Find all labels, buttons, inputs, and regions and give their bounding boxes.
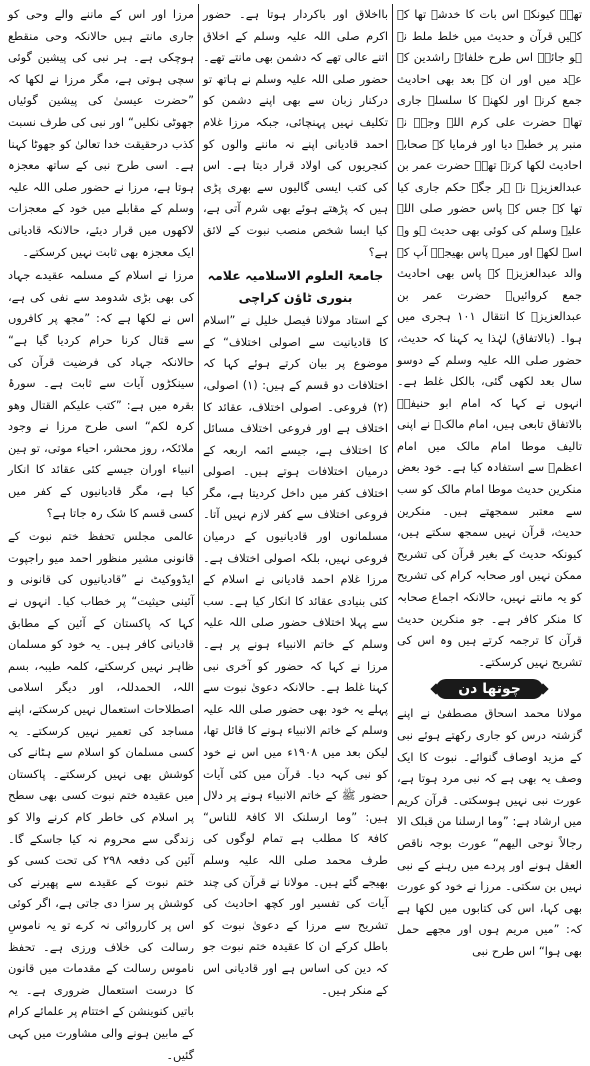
article-paragraph: مولانا محمد اسحاق مصطفیٰ نے اپنے گزشتہ درس کو جاری رکھتے ہوئے نبی کے مزید اوصاف گنوائے۔ نبوت کا ایک وصف یہ بھی ہے کہ نبی مرد ہوتا ہے، عورت نبی نہیں ہوسکتی۔ قرآن کریم میں ارشاد ہے: ”وما ارسلنا من قبلک الا رجالاً نوحی الیھم“ عورت بوجہ ناقص العقل ہونے اور پردے میں رہنے کے نبی نہیں بن سکتی۔ مرزا نے خود کو عورت بھی کہا، اس کی کتابوں میں لکھا ہے کہ: ”میں مریم ہوں اور مجھے حمل بھی ہوا“ اس طرح نبی: [397, 706, 582, 958]
section-heading-day-four: چوتھا دن: [436, 679, 543, 699]
article-paragraph: مرزا اور اس کے ماننے والے وحی کو جاری مانتے ہیں حالانکہ وحی منقطع ہوچکی ہے۔ ہر نبی کی پیشین گوئی سچی ہوتی ہے، مگر مرزا نے لکھا کہ ”حضرت عیسیٰ کی پیشین گوئیاں جھوٹی نکلیں“ اور نبی کی طرف نسبت کذب درحقیقت خدا تعالیٰ کو جھوٹا کہنا ہے۔ اسی طرح نبی کے ساتھ معجزہ ہوتا ہے، مرزا نے حضور صلی اللہ علیہ وسلم کے مقابلے میں خود کے معجزات لاکھوں میں قرار دیئے، حالانکہ قادیانی ایک معجزہ بھی ثابت نہیں کرسکتے۔: [8, 7, 194, 259]
article-paragraph: عالمی مجلس تحفظ ختم نبوت کے قانونی مشیر منظور احمد میو راجپوت ایڈووکیٹ نے ”قادیانیوں کی قانونی و آئینی حیثیت“ پر خطاب کیا۔ انہوں نے کہا کہ پاکستان کے آئین کے مطابق قادیانی کافر ہیں۔ یہ خود کو مسلمان ظاہر نہیں کرسکتے، کلمہ طیبہ، بسم اللہ، الحمدللہ، اور دیگر اسلامی اصطلاحات استعمال نہیں کرسکتے، اپنے مساجد کی تعمیر نہیں کرسکتے۔ یہ کسی مسلمان کو اسلام سے ہٹانے کی کوشش بھی نہیں کرسکتے۔ پاکستان میں عقیدہ ختم نبوت کسی بھی سطح پر اسلام کی خاطر کام کرنے والا کو زندگی سے محروم نہ کیا جاسکے گا۔ آئین کی دفعہ ۲۹۸ کی تحت کسی کو ختم نبوت کے عقیدے سے پھیرنے کی کوشش پر سزا دی جاتی ہے، اگر کوئی اس پر کارروائی نہ کرے تو یہ ناموسِ رسالت کی خلاف ورزی ہے۔ تحفظ ناموس رسالت کے مقدمات میں قانون کا درست استعمال ضروری ہے۔ یہ باتیں کنوینشن کے اختتام پر علمائے کرام کے مابین ہونے والی مشاورت میں کہی گئیں۔: [8, 529, 194, 1062]
article-column-right: [392, 4, 586, 958]
article-paragraph: بااخلاق اور باکردار ہوتا ہے۔ حضور اکرم صلی اللہ علیہ وسلم کے اخلاق اتنے عالی تھے کہ دشمن بھی مانتے تھے۔ حضور صلی اللہ علیہ وسلم نے ہاتھ تو درکنار زبان سے بھی اپنے دشمن کو تکلیف نہیں پہنچائی، جبکہ مرزا غلام احمد قادیانی اپنے نہ ماننے والوں کو کنجریوں کی اولاد قرار دیتا ہے۔ اس کی کتب ایسی گالیوں سے بھری پڑی ہیں کہ پڑھتے ہوئے بھی شرم آتی ہے، کیا ایسا شخص منصب نبوت کے لائق ہے؟: [203, 7, 388, 259]
section-heading-jamia: جامعۃ العلوم الاسلامیہ علامہ بنوری ٹاؤن کراچی: [207, 268, 384, 306]
article-paragraph: تھے۔ کیونکہ اس بات کا خدشہ تھا کہ کہیں قرآن و حدیث میں خلط ملط نہ ہو جائے۔ اس طرح خلفائے راشدین کے عہد میں اور ان کے بعد بھی احادیث جمع کرنے اور لکھنے کا سلسلہ جاری تھا۔ حضرت علی کرم اللہ وجہہ نے منبر پر خطبہ دیا اور فرمایا کہ صحابہ احادیث لکھا کرتے تھے۔ حضرت عمر بن عبدالعزیزؒ نے ہر جگہ حکم جاری کیا تھا کہ جس کے پاس حضور صلی اللہ علیہ وسلم کی کوئی بھی حدیث ہو وہ اسے لکھے اور میرے پاس بھیجے۔ آپ کے والد عبدالعزیزؒ کے پاس بھی احادیث جمع کروائیں۔ حضرت عمر بن عبدالعزیزؒ کا انتقال ۱۰۱ ہجری میں ہوا۔ (بالاتفاق) لہٰذا یہ کہنا کہ حدیث، حضور صلی اللہ علیہ وسلم کے دوسو سال بعد لکھی گئی، بالکل غلط ہے۔ انہوں نے کہا کہ امام ابو حنیفہؒ بالاتفاق تابعی ہیں، امام مالکؒ نے اپنی تالیف موطا امام مالک میں امام اعظمؒ سے استفادہ کیا ہے۔ خود بعض منکرین حدیث موطا امام مالک کو سب سے معتبر سمجھتے ہیں۔ منکرین حدیث، قرآن نہیں سمجھ سکتے ہیں، کیونکہ حدیث کے بغیر قرآن کی تشریح ممکن نہیں اور صحابہ کرام کی تشریح کو یہ مانتے نہیں، حالانکہ اجماع صحابہ کا منکر کافر ہے۔ جو منکرین حدیث قرآن کا ترجمہ کرتے ہیں وہ اس کی تشریح نہیں کرسکتے۔: [397, 7, 582, 669]
article-column-left: [4, 4, 198, 1062]
article-paragraph: کے استاد مولانا فیصل خلیل نے ”اسلام کا قادیانیت سے اصولی اختلاف“ کے موضوع پر بیان کرتے ہوئے کہا کہ اختلافات دو قسم کے ہیں: (۱) اصولی، (۲) فروعی۔ اصولی اختلاف، عقائد کا اختلاف ہے اور فروعی اختلاف مسائل کا اختلاف ہے، جیسے ائمہ اربعہ کے درمیان اختلافات ہوتے ہیں۔ اصولی اختلاف کفر میں داخل کردیتا ہے، مگر فروعی اختلاف سے کفر لازم نہیں آتا۔ مسلمانوں اور قادیانیوں کے درمیان فروعی نہیں، بلکہ اصولی اختلاف ہے۔ مرزا غلام احمد قادیانی نے اسلام کے کئی بنیادی عقائد کا انکار کیا ہے۔ سب سے پہلا اختلاف حضور صلی اللہ علیہ وسلم کے خاتم الانبیاء ہونے پر ہے۔ مرزا نے کہا کہ حضور کو آخری نبی کہنا غلط ہے۔ حالانکہ دعویٰ نبوت سے پہلے یہ خود بھی حضور صلی اللہ علیہ وسلم کے خاتم الانبیاء ہونے کا قائل تھا، لیکن بعد میں ۱۹۰۸ء میں اس نے خود کو نبی کہہ دیا۔ قرآن میں کئی آیات حضور ﷺ کے خاتم الانبیاء ہونے پر دلال ہیں: ”وما ارسلنک الا کافۃ للناس“ کافۃ کا مطلب ہے تمام لوگوں کی طرف محمد صلی اللہ علیہ وسلم بھیجے گئے ہیں۔ مولانا نے قرآن کی چند آیات کی تفسیر اور کچھ احادیث کی تشریح سے مرزا کے دعویٰ نبوت کو باطل کرکے ان کا عقیدہ ختم نبوت جو کہ دین کی اساس ہے اور قادیانی اس کے منکر ہیں۔: [203, 313, 388, 997]
article-paragraph: مرزا نے اسلام کے مسلمہ عقیدے جہاد کی بھی بڑی شدومد سے نفی کی ہے، اس نے لکھا ہے کہ: ”مجھ پر کافروں سے قتال کرنا حرام کردیا گیا ہے“ حالانکہ جہاد کی فرضیت قرآن کی سینکڑوں آیات سے ثابت ہے۔ سورۂ بقرہ میں ہے: ”کتب علیکم القتال وھو کرہ لکم“ اسی طرح مرزا نے وجود ملائکہ، روز محشر، احیاء موتی، تو ہین انبیاء اوران جیسے کئی عقائد کا انکار کیا ہے، مگر قادیانیوں کے کفر میں کسی قسم کا شک رہ جاتا ہے؟: [8, 268, 194, 520]
section-ornament: [397, 679, 582, 699]
article-column-middle: [198, 4, 392, 997]
